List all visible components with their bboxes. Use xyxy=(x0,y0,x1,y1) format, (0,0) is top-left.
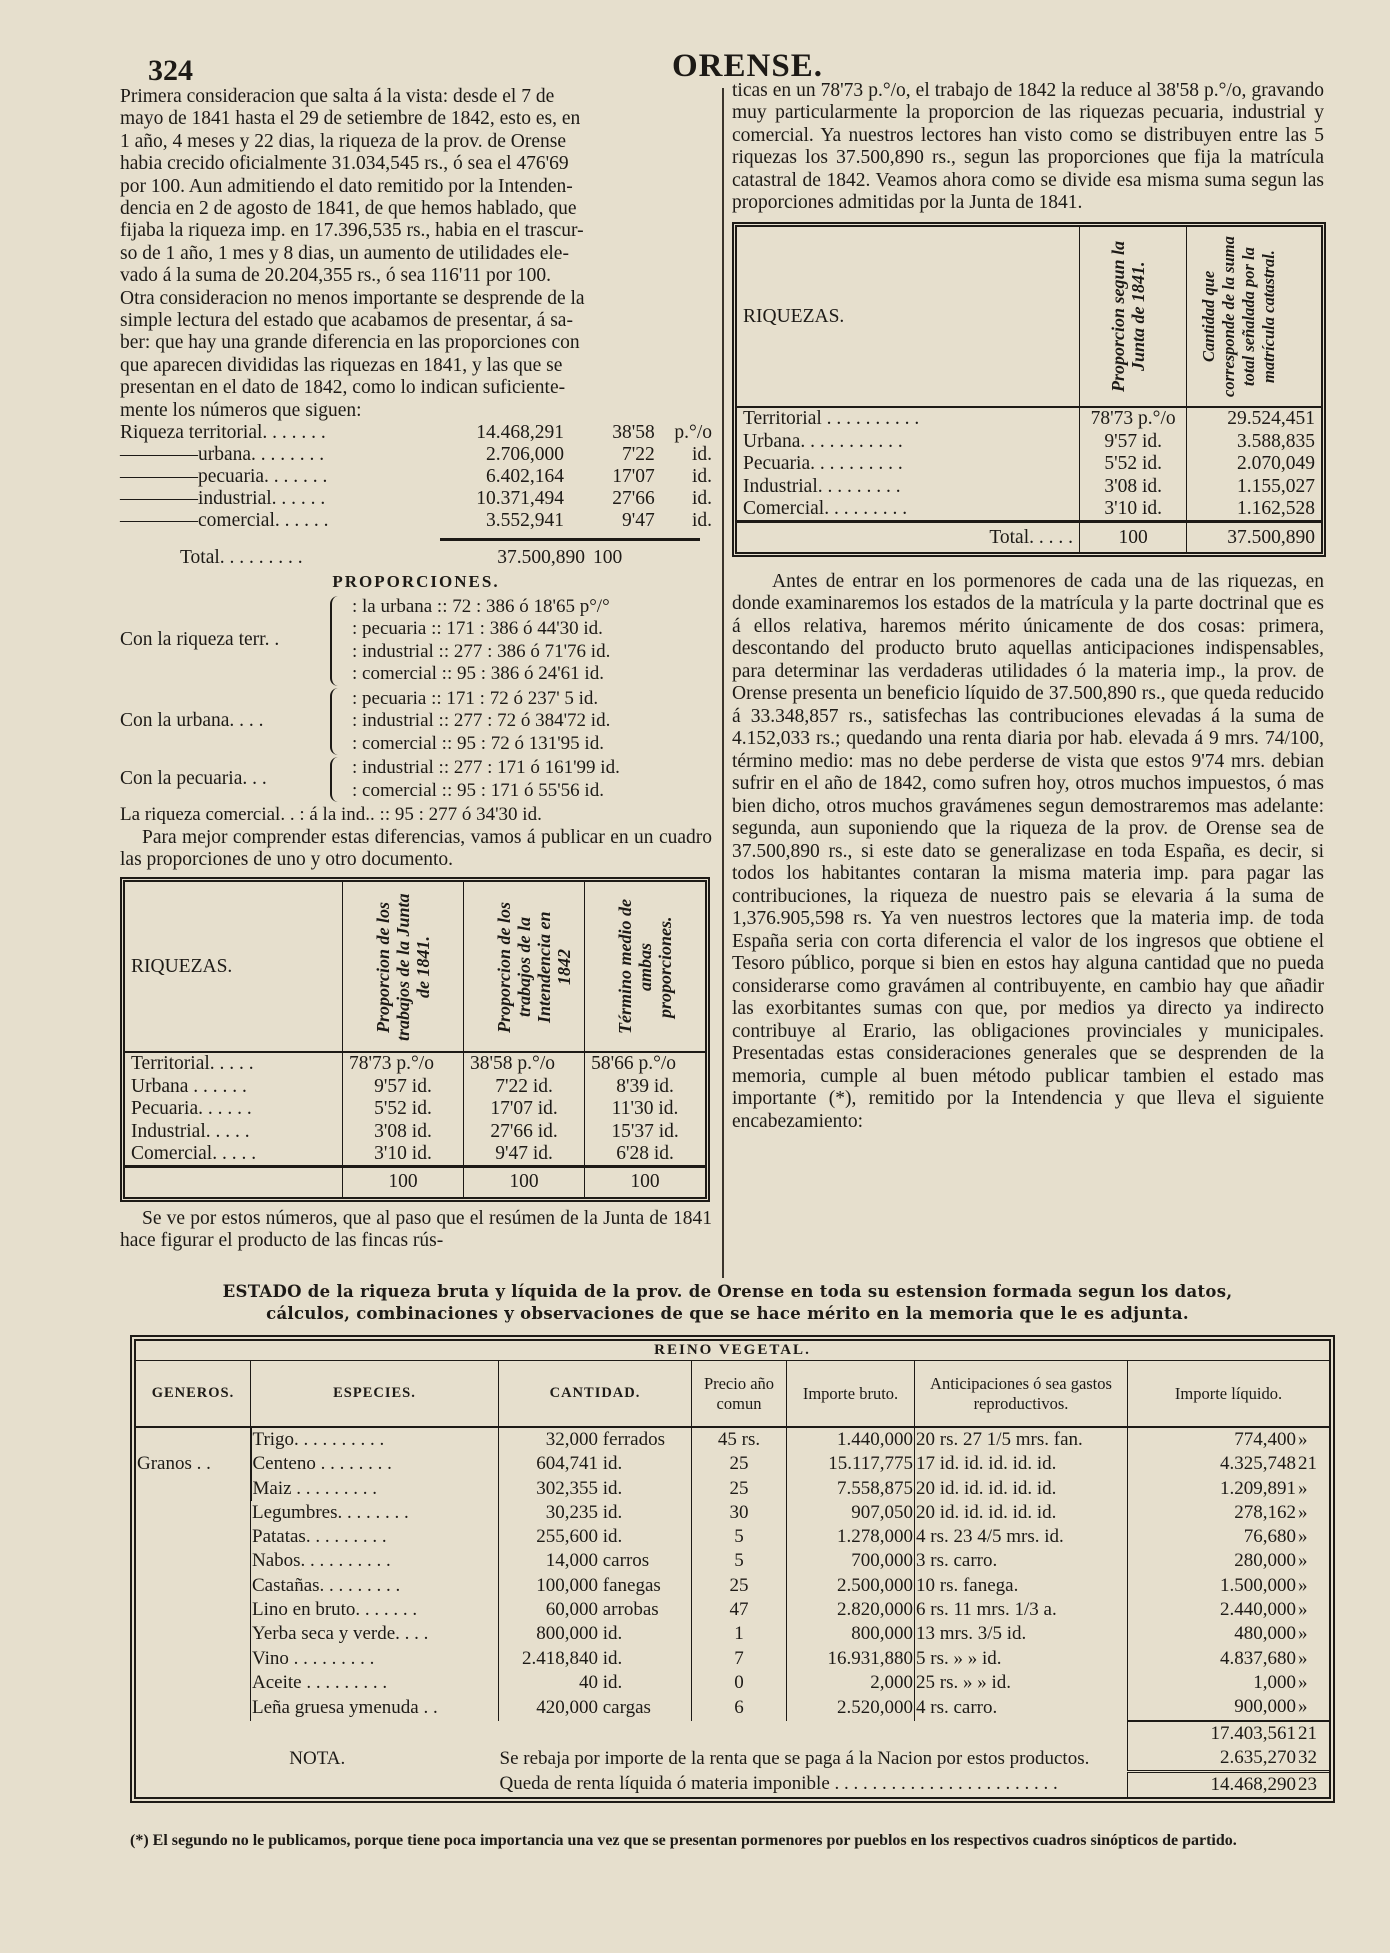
table-row: Comercial. . . . . 3'10 id. 9'47 id. 6'28 id. xyxy=(125,1143,705,1167)
right-column xyxy=(732,80,1324,1133)
text-line: habia crecido oficialmente 31.034,545 rs., ó sea el 476'69 xyxy=(120,153,569,175)
proporciones xyxy=(120,596,712,827)
page-title: ORENSE. xyxy=(672,48,823,84)
riqueza-row: ————comercial. . . . . . 3.552,941 9'47 id. xyxy=(120,510,712,532)
table2 xyxy=(732,222,1326,557)
table2-header: Proporcion segun la Junta de 1841. xyxy=(1108,241,1149,393)
table1 xyxy=(120,877,710,1202)
riqueza-total: Total. . . . . . . . . 37.500,890 100 xyxy=(180,547,623,569)
paragraph: Antes de entrar en los pormenores de cada una de las riquezas, en donde examinaremos los estados de la matrícula y la parte doctrinal que es á ellos relativa, haremos mérito únicamente de dos cosas: primera, descontando del producto bruto aquellas anticipaciones indispensables, para determinar las verdaderas utilidades ó la materia imp., la prov. de Orense presenta un beneficio líquido de 37.500,890 rs., que queda reducido á 33.348,857 rs., satisfechas las contribuciones elevadas á la suma de 4.152,033 rs.; quedando una renta diaria por hab. elevada á 9 mrs. 74/100, término medio: mas no debe perderse de vista que estos 9'74 mrs. debian sufrir en el año de 1842, como sufren hoy, otros muchos impuestos, ó mas bien dicho, otros muchos gravámenes segun demostraremos mas adelante: segunda, aun suponiendo que la riqueza de la prov. de Orense sea de 37.500,890 rs., si este dato se generalizase en toda España, es decir, si todos los habitantes contaran la misma materia imp. para pagar las contribuciones, la riqueza de nuestro pais se elevaria á la suma de 1,376.905,598 rs. Ya ven nuestros lectores que la materia imp. de toda España seria con corta diferencia el valor de los ingresos que obtiene el Tesoro público, porque si bien en estos hay alguna cantidad que no pueda considerarse como gravámen al contribuyente, en cambio hay que añadir las exorbitantes sumas con que, por medios ya directo ya indirecto contribuye al Erario, las obligaciones provinciales y municipales. Presentadas estas consideraciones generales que se desprenden de la memoria, cumple al buen método publicar tambien el estado mas importante (*), remitido por la Intendencia y que lleva el siguiente encabezamiento: xyxy=(732,570,1324,1132)
text-line: ber: que hay una grande diferencia en las proporciones con xyxy=(120,332,580,354)
text-line: dencia en 2 de agosto de 1841, de que hemos hablado, que xyxy=(120,198,577,220)
footnote: (*) El segundo no le publicamos, porque tiene poca importancia una vez que se presentan pormenores por pueblos en los respectivos cuadros sinópticos de partido. xyxy=(130,1832,1237,1849)
sum-rule xyxy=(440,538,700,541)
riqueza-row: ————pecuaria. . . . . . . 6.402,164 17'07 id. xyxy=(120,466,712,488)
table-row: Vino . . . . . . . . . 2.418,840 id. 7 16.931,880 5 rs. » » id. 4.837,680 » xyxy=(136,1647,1329,1671)
column-divider xyxy=(722,88,724,1278)
text-line: so de 1 año, 1 mes y 8 dias, un aumento de utilidades ele- xyxy=(120,242,569,264)
page-number: 324 xyxy=(148,54,193,87)
left-column xyxy=(120,86,712,1253)
riqueza-row: ————industrial. . . . . . 10.371,494 27'66 id. xyxy=(120,488,712,510)
table1-grid xyxy=(125,882,705,1197)
table1-header: Proporcion de los trabajos de la Junta de 1841. xyxy=(373,893,434,1041)
text-line: por 100. Aun admitiendo el dato remitido por la Intenden- xyxy=(120,175,573,197)
table-row: Industrial. . . . . 3'08 id. 27'66 id. 15'37 id. xyxy=(125,1121,705,1143)
subtotal-row: 17.403,561 21 xyxy=(136,1721,1329,1746)
riqueza-list xyxy=(120,422,712,569)
estado-table xyxy=(130,1335,1335,1803)
table-row: Castañas. . . . . . . . . 100,000 fanegas 25 2.500,000 10 rs. fanega. 1.500,000 » xyxy=(136,1574,1329,1598)
table-row: Nabos. . . . . . . . . . 14,000 carros 5 700,000 3 rs. carro. 280,000 » xyxy=(136,1549,1329,1573)
table-row: Centeno . . . . . . . . 604,741 id. 25 15.117,775 17 id. id. id. id. id. 4.325,748 21 xyxy=(136,1452,1329,1476)
estado-grid: GENEROS. ESPECIES. CANTIDAD. Precio año comun Importe bruto. Anticipaciones ó sea gastos reproductivos. Importe líquido. Granos . . Trigo. . . . . . . . . . 32,000 ferrados 45 rs. 1.440,000 20 rs. 27 1/5 mrs. fan. 774,400 » Centeno . . . . . . . . 604,741 id. 25 15.117,775 17 id. id. id. id. id. 4.325,748 21 Maiz . . . . . . . . . 302,355 id. 25 7.558,875 20 id. id. id. id. id. 1.209,891 » Legumbres. . . . . . . . 30,235 id. 30 907,050 20 id. id. id. id. id. 278,162 » Patatas. . . . . . . . . 255,600 id. 5 1.278,000 4 rs. 23 4/5 mrs. id. 76,680 » Nabos. . . . . . . . . . 14,000 carros 5 700,000 3 rs. carro. 280,000 » Castañas. . . . . . . . . 100,000 fanegas 25 2.500,000 10 rs. fanega. 1.500,000 » Lino en bruto. . . . . . . 60,000 arrobas 47 2.820,000 6 rs. 11 mrs. 1/3 a. 2.440,000 » Yerba seca y verde. . . . 800,000 id. 1 800,000 13 mrs. 3/5 id. 480,000 » Vino . . . . . . . . . 2.418,840 id. 7 16.931,880 5 rs. » » id. 4.837,680 » Aceite . . . . . . . . . 40 id. 0 2,000 25 rs. » » id. 1,000 » Leña gruesa ymenuda . . 420,000 cargas 6 2.520,000 4 rs. carro. 900,000 » 17.403,561 21 NOTA. Se rebaja por importe de la renta que se paga á la Nacion por estos productos. 2.635,270 32 Queda de renta líquida ó materia imponible . . . . . . . . . . . . . . . . . . . . . . . . 14.468,290 23 xyxy=(136,1361,1329,1797)
riqueza-row: ————urbana. . . . . . . . 2.706,000 7'22 id. xyxy=(120,444,712,466)
table-total-row: Total. . . . . 100 37.500,890 xyxy=(737,522,1321,552)
text-line: mayo de 1841 hasta el 29 de setiembre de 1842, esto es, en xyxy=(120,108,581,130)
table-row: Yerba seca y verde. . . . 800,000 id. 1 800,000 13 mrs. 3/5 id. 480,000 » xyxy=(136,1622,1329,1646)
estado-title-line: cálculos, combinaciones y observaciones de que se hace mérito en la memoria que le es adjunta. xyxy=(266,1304,1189,1323)
table-total-row: 100 100 100 xyxy=(125,1167,705,1197)
table-row: Pecuaria. . . . . . 5'52 id. 17'07 id. 11'30 id. xyxy=(125,1098,705,1120)
table-row: Pecuaria. . . . . . . . . . 5'52 id. 2.070,049 xyxy=(737,453,1321,475)
section-title: REINO VEGETAL. xyxy=(136,1341,1329,1361)
estado-title xyxy=(125,1282,1330,1323)
riqueza-row: Riqueza territorial. . . . . . . 14.468,291 38'58 p.°/o xyxy=(120,422,712,444)
table1-header: RIQUEZAS. xyxy=(131,955,233,977)
table-row: Leña gruesa ymenuda . . 420,000 cargas 6 2.520,000 4 rs. carro. 900,000 » xyxy=(136,1695,1329,1720)
table-row: Industrial. . . . . . . . . 3'08 id. 1.155,027 xyxy=(737,476,1321,498)
table-row: Urbana . . . . . . 9'57 id. 7'22 id. 8'39 id. xyxy=(125,1076,705,1098)
prop-group: Con la riqueza terr. . : la urbana :: 72 : 386 ó 18'65 p°/° : pecuaria :: 171 : 386 ó 44'30 id. : industrial :: 277 : 386 ó 71'76 id. : comercial :: 95 : 386 ó 24'61 id. xyxy=(120,595,611,684)
table-row: Patatas. . . . . . . . . 255,600 id. 5 1.278,000 4 rs. 23 4/5 mrs. id. 76,680 » xyxy=(136,1525,1329,1549)
table2-header: Cantidad que corresponde de la suma total señalada por la matrícula catastral. xyxy=(1199,236,1279,398)
queda-row: Queda de renta líquida ó materia imponible . . . . . . . . . . . . . . . . . . . . . . . . 14.468,290 23 xyxy=(136,1772,1329,1798)
text-line: vado á la suma de 20.204,355 rs., ó sea 116'11 por 100. xyxy=(120,265,551,287)
text-line: fijaba la riqueza imp. en 17.396,535 rs., habia en el trascur- xyxy=(120,220,584,242)
table1-header: Término medio de ambas proporciones. xyxy=(615,899,676,1035)
paragraph: Para mejor comprender estas diferencias, vamos á publicar en un cuadro las proporciones de uno y otro documento. xyxy=(120,826,712,870)
prop-group: Con la pecuaria. . . : industrial :: 277 : 171 ó 161'99 id. : comercial :: 95 : 171 ó 55'56 id. xyxy=(120,757,620,801)
prop-last: La riqueza comercial. . : á la ind.. :: 95 : 277 ó 34'30 id. xyxy=(120,804,542,825)
text-line: Primera consideracion que salta á la vista: desde el 7 de xyxy=(120,86,555,107)
paragraph: ticas en un 78'73 p.°/o, el trabajo de 1842 la reduce al 38'58 p.°/o, gravando muy particularmente la proporcion de las riquezas pecuaria, industrial y comercial. Ya nuestros lectores han visto como se distribuyen entre las 5 riquezas los 37.500,890 rs., segun las proporciones que fija la matrícula catastral de 1842. Veamos ahora como se divide esa misma suma segun las proporciones admitidas por la Junta de 1841. xyxy=(732,80,1324,214)
intro-text xyxy=(120,86,712,422)
table-row: Comercial. . . . . . . . . 3'10 id. 1.162,528 xyxy=(737,498,1321,522)
text-line: Otra consideracion no menos importante se desprende de la xyxy=(120,287,585,309)
text-line: mente los números que siguen: xyxy=(120,399,362,421)
nota-row: NOTA. Se rebaja por importe de la renta que se paga á la Nacion por estos productos. 2.635,270 32 xyxy=(136,1746,1329,1772)
proporciones-title: PROPORCIONES. xyxy=(332,572,500,592)
text-line: 1 año, 4 meses y 22 dias, la riqueza de la prov. de Orense xyxy=(120,130,567,152)
table-row: Maiz . . . . . . . . . 302,355 id. 25 7.558,875 20 id. id. id. id. id. 1.209,891 » xyxy=(136,1477,1329,1501)
text-line: presentan en el dato de 1842, como lo indican suficiente- xyxy=(120,377,566,399)
table-row: Urbana. . . . . . . . . . . 9'57 id. 3.588,835 xyxy=(737,431,1321,453)
paragraph: Se ve por estos números, que al paso que el resúmen de la Junta de 1841 hace figurar el producto de las fincas rús- xyxy=(120,1207,712,1252)
estado-title-line: ESTADO de la riqueza bruta y líquida de la prov. de Orense en toda su estension formada segun los datos, xyxy=(222,1282,1233,1301)
table2-header: RIQUEZAS. xyxy=(743,305,845,327)
table-row: Granos . . Trigo. . . . . . . . . . 32,000 ferrados 45 rs. 1.440,000 20 rs. 27 1/5 mrs. fan. 774,400 » xyxy=(137,1429,1308,1475)
text-line: que aparecen divididas las riquezas en 1841, y las que se xyxy=(120,354,563,376)
table-row: Territorial . . . . . . . . . . 78'73 p.°/o 29.524,451 xyxy=(737,407,1321,430)
table-row: Aceite . . . . . . . . . 40 id. 0 2,000 25 rs. » » id. 1,000 » xyxy=(136,1671,1329,1695)
table-row: Legumbres. . . . . . . . 30,235 id. 30 907,050 20 id. id. id. id. id. 278,162 » xyxy=(136,1501,1329,1525)
table2-grid xyxy=(737,227,1321,552)
prop-group: Con la urbana. . . . : pecuaria :: 171 : 72 ó 237' 5 id. : industrial :: 277 : 72 ó 384'72 id. : comercial :: 95 : 72 ó 131'95 id. xyxy=(120,687,611,754)
text-line: simple lectura del estado que acabamos de presentar, á sa- xyxy=(120,310,573,332)
table1-header: Proporcion de los trabajos de la Intendencia en 1842 xyxy=(494,901,575,1033)
table-row: Territorial. . . . . 78'73 p.°/o 38'58 p.°/o 58'66 p.°/o xyxy=(125,1052,705,1075)
table-row: Lino en bruto. . . . . . . 60,000 arrobas 47 2.820,000 6 rs. 11 mrs. 1/3 a. 2.440,000 » xyxy=(136,1598,1329,1622)
